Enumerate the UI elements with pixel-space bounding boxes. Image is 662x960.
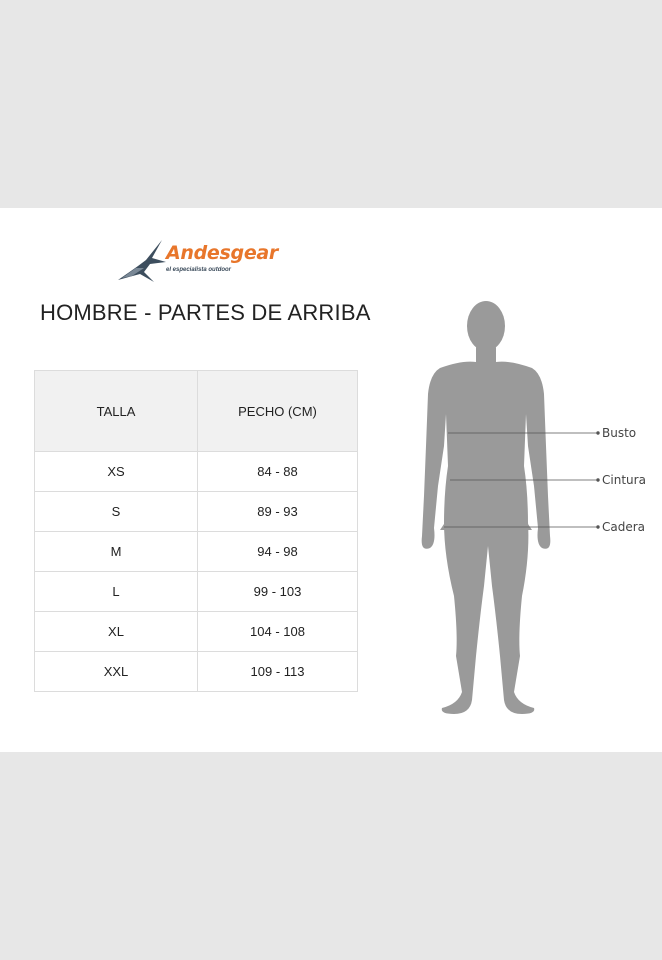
table-row xyxy=(35,452,358,492)
brand-name: Andesgear xyxy=(166,242,279,264)
human-silhouette-icon xyxy=(410,296,662,720)
size-table xyxy=(34,370,358,692)
brand-logo xyxy=(116,238,286,284)
chest-cell: 89 - 93 xyxy=(198,492,358,532)
size-cell: S xyxy=(35,492,198,532)
table-row xyxy=(35,612,358,652)
page-title: HOMBRE - PARTES DE ARRIBA xyxy=(40,300,371,325)
table-row xyxy=(35,532,358,572)
label-cintura: Cintura xyxy=(602,473,646,487)
chest-cell: 94 - 98 xyxy=(198,532,358,572)
chest-cell: 109 - 113 xyxy=(198,652,358,692)
size-cell: XXL xyxy=(35,652,198,692)
chest-cell: 99 - 103 xyxy=(198,572,358,612)
brand-tagline: el especialista outdoor xyxy=(166,267,232,273)
chest-cell: 84 - 88 xyxy=(198,452,358,492)
body-figure xyxy=(410,296,662,720)
table-row xyxy=(35,652,358,692)
size-cell: XL xyxy=(35,612,198,652)
size-cell: L xyxy=(35,572,198,612)
table-header-row xyxy=(35,371,358,452)
table-row xyxy=(35,492,358,532)
chest-cell: 104 - 108 xyxy=(198,612,358,652)
bird-icon xyxy=(116,238,168,284)
header-pecho: PECHO (CM) xyxy=(198,371,358,452)
header-talla: TALLA xyxy=(35,371,198,452)
label-cadera: Cadera xyxy=(602,520,646,534)
size-cell: M xyxy=(35,532,198,572)
size-cell: XS xyxy=(35,452,198,492)
table-row xyxy=(35,572,358,612)
label-busto: Busto xyxy=(602,426,637,440)
